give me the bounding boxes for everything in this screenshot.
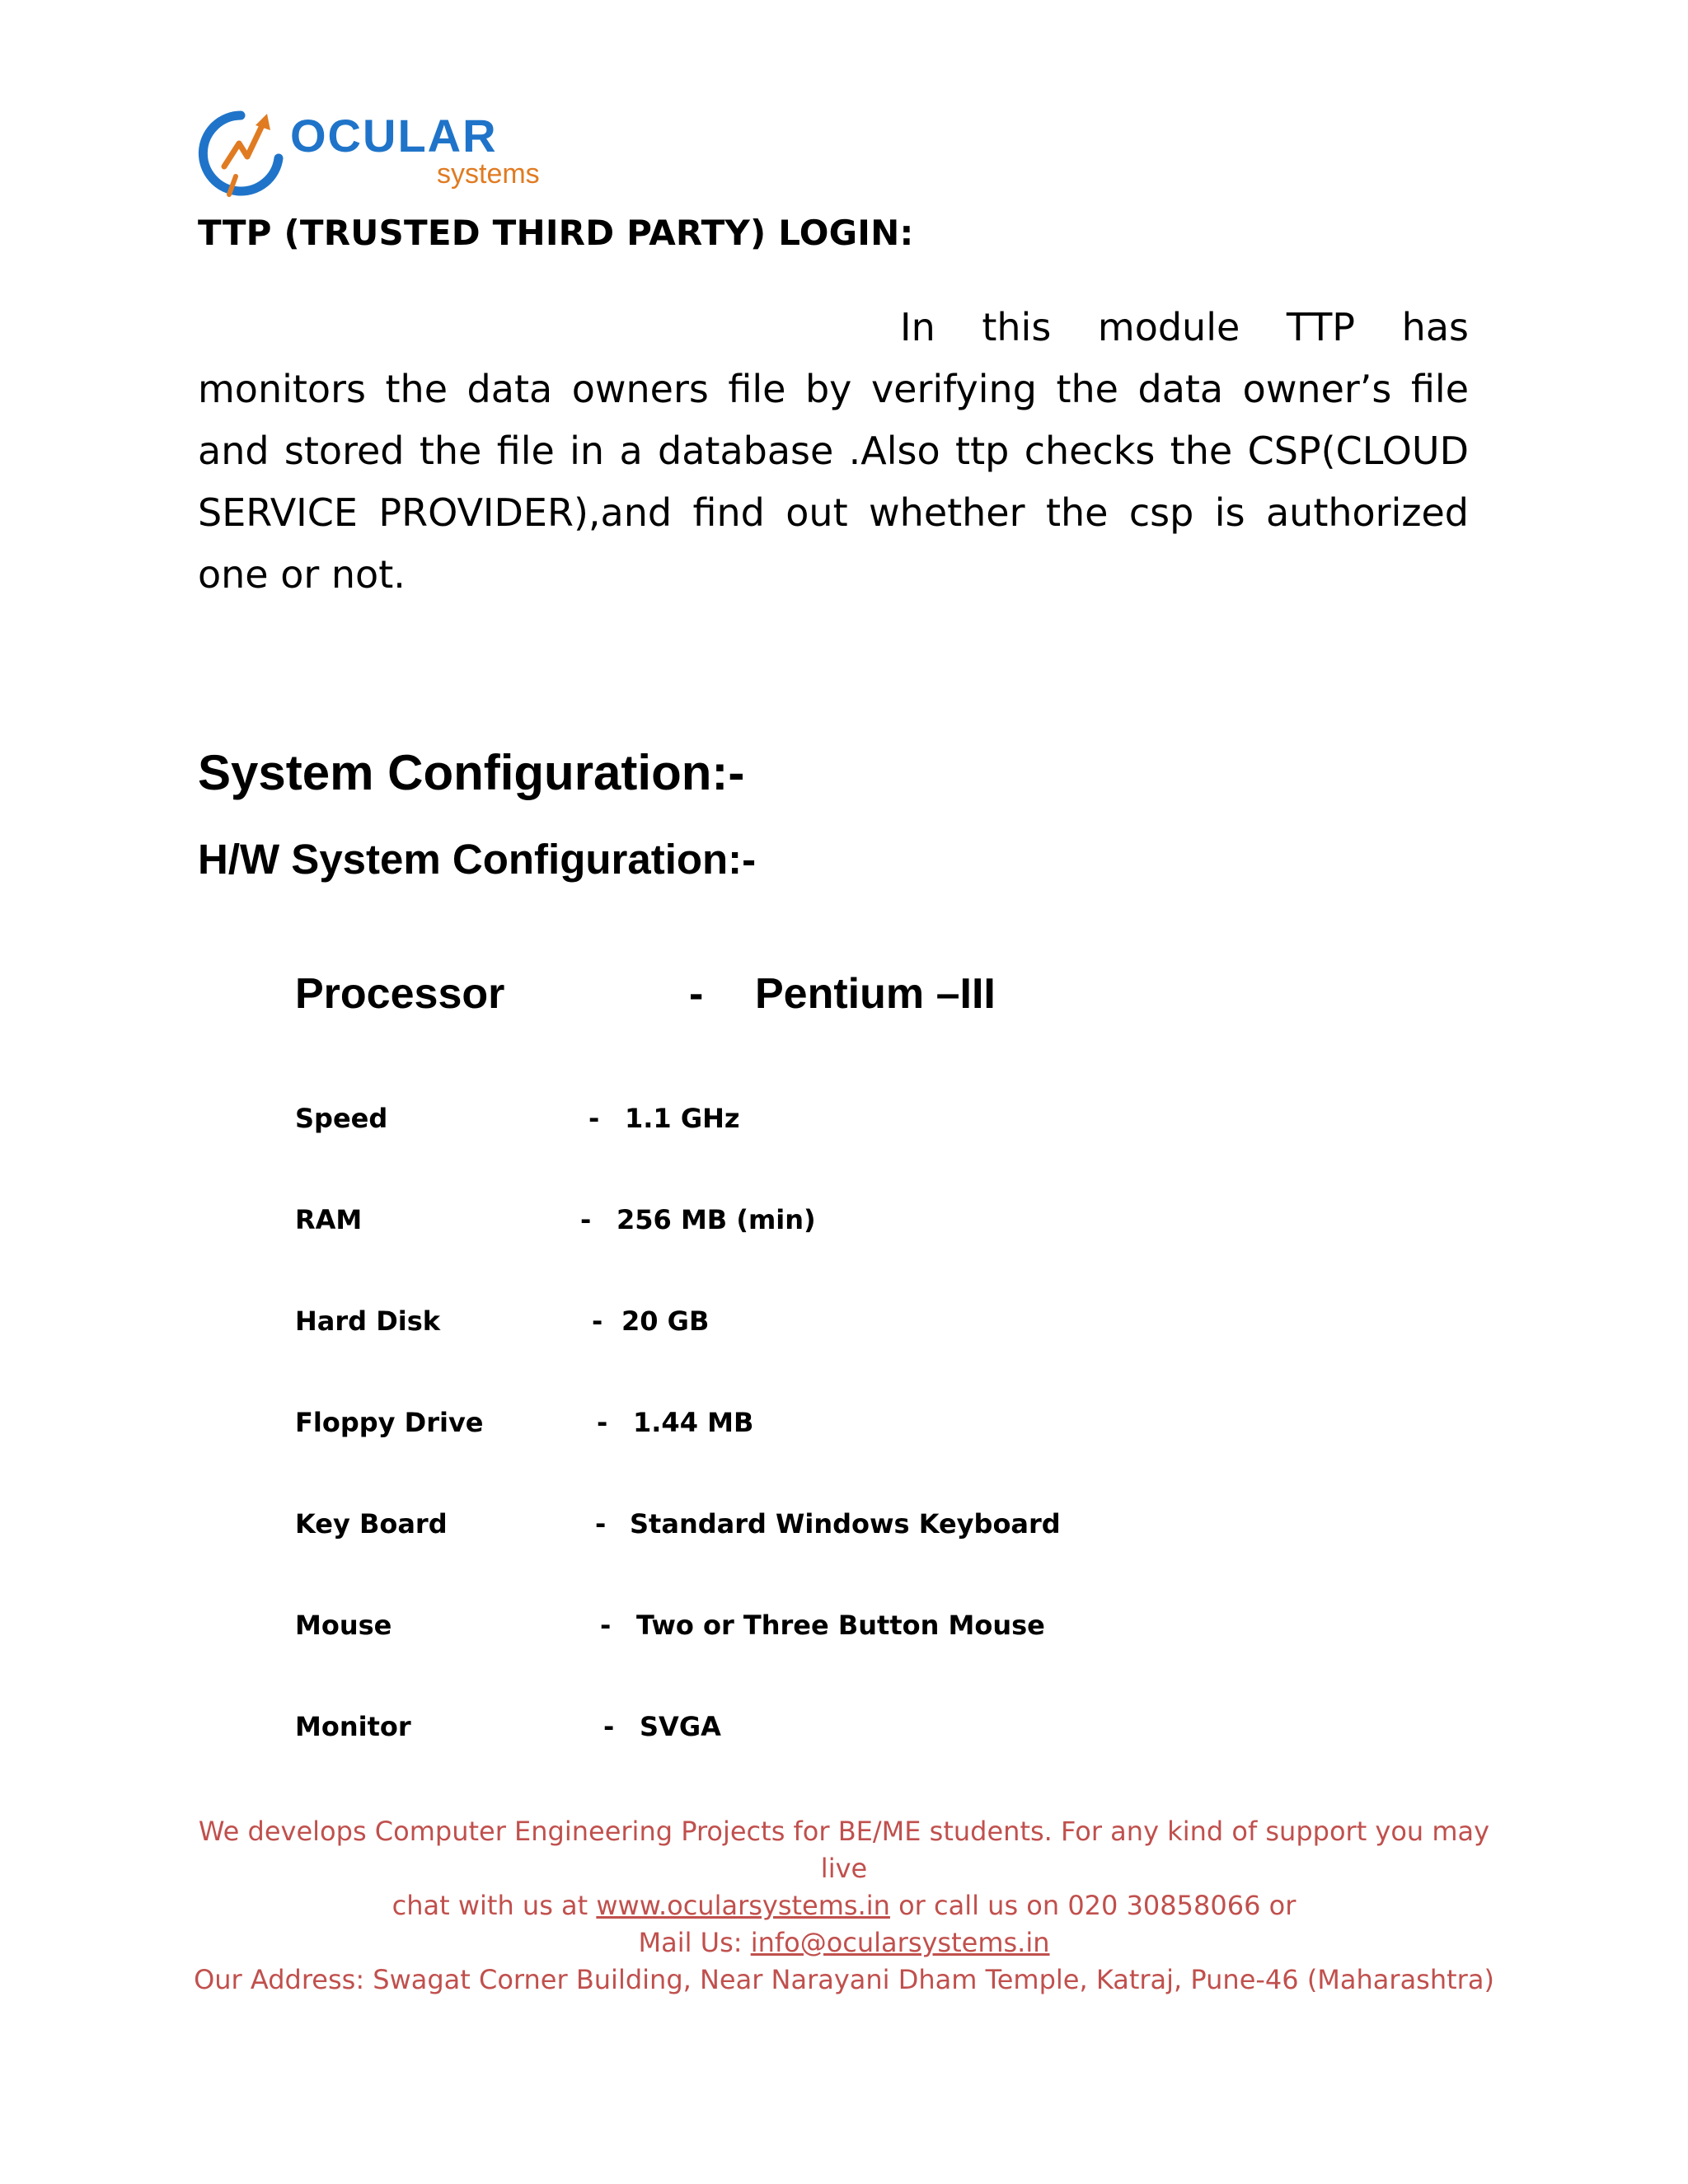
mail-label: Mail Us:	[638, 1927, 751, 1958]
spec-dash: -	[597, 1407, 608, 1438]
spec-value: 1.44 MB	[633, 1407, 754, 1438]
spec-row-floppy-drive	[295, 1407, 1119, 1445]
footer-address: Our Address: Swagat Corner Building, Near Narayani Dham Temple, Katraj, Pune-46 (Maharashtra)	[194, 1964, 1494, 1995]
spec-value: 256 MB (min)	[617, 1204, 816, 1235]
spec-row-ram	[295, 1204, 1119, 1242]
spec-row-hard-disk	[295, 1305, 1119, 1343]
spec-value: 20 GB	[621, 1305, 710, 1337]
spec-dash: -	[595, 1508, 607, 1540]
footer-contact	[181, 1813, 1507, 1999]
paragraph-rest: the data owners file by verifying the data owner’s file and stored the file in a database .Also ttp checks the CSP(CLOUD SERVICE PROVIDER),and find out whether the csp is authorized one or not.	[198, 367, 1469, 597]
website-link[interactable]: www.ocularsystems.in	[596, 1890, 890, 1921]
spec-row-keyboard	[295, 1508, 1119, 1546]
paragraph-line1: In this module TTP has monitors	[198, 305, 1469, 411]
spec-label: RAM	[295, 1204, 363, 1235]
spec-label: Key Board	[295, 1508, 448, 1540]
logo-tagline: systems	[437, 158, 540, 190]
spec-dash: -	[600, 1610, 612, 1641]
spec-label: Monitor	[295, 1711, 411, 1742]
spec-label: Mouse	[295, 1610, 392, 1641]
spec-value: Standard Windows Keyboard	[630, 1508, 1061, 1540]
footer-line2	[181, 1887, 1507, 1924]
spec-value: Two or Three Button Mouse	[636, 1610, 1045, 1641]
spec-dash: -	[588, 1103, 600, 1134]
footer-line2-post: or call us on 020 30858066 or	[889, 1890, 1296, 1921]
spec-dash: -	[592, 1305, 603, 1337]
spec-label: Speed	[295, 1103, 388, 1134]
spec-row-monitor	[295, 1711, 1119, 1749]
logo-name: OCULAR	[290, 110, 498, 162]
spec-label: Hard Disk	[295, 1305, 441, 1337]
processor-dash: -	[689, 970, 704, 1018]
processor-row	[295, 969, 1119, 1027]
footer-line2-pre: chat with us at	[392, 1890, 597, 1921]
spec-dash: -	[580, 1204, 592, 1235]
footer-line1: We develops Computer Engineering Projects for BE/ME students. For any kind of support you may live	[198, 1816, 1490, 1884]
ocular-logo-icon	[203, 114, 279, 194]
spec-row-mouse	[295, 1610, 1119, 1647]
ocular-logo	[198, 101, 560, 206]
email-link[interactable]: info@ocularsystems.in	[750, 1927, 1050, 1958]
system-configuration-heading: System Configuration:-	[198, 745, 745, 800]
module-description	[198, 297, 1469, 606]
spec-value: SVGA	[640, 1711, 721, 1742]
spec-value: 1.1 GHz	[625, 1103, 740, 1134]
spec-row-speed	[295, 1103, 1119, 1141]
footer-mail	[181, 1924, 1507, 1961]
spec-dash: -	[603, 1711, 615, 1742]
hw-configuration-heading: H/W System Configuration:-	[198, 836, 757, 883]
processor-value: Pentium –III	[755, 970, 996, 1018]
processor-label: Processor	[295, 970, 505, 1018]
spec-label: Floppy Drive	[295, 1407, 484, 1438]
section-title: TTP (TRUSTED THIRD PARTY) LOGIN:	[198, 213, 914, 253]
